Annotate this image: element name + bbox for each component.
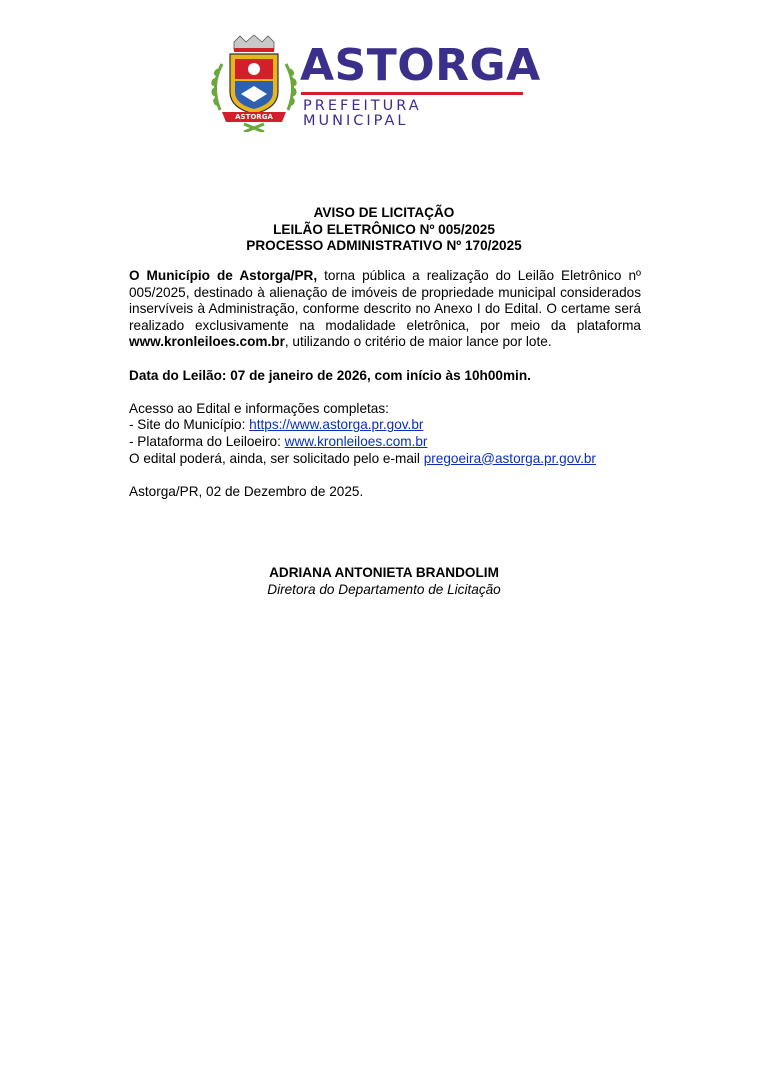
intro-text-1: torna pública a realização do Leilão Eletrônico nº 005/2025, destinado à alienação de imóveis de propriedade municipal considerados inservíveis à Administração, conforme descrito no Anexo I do Edital. O certame será realizado exclusivamente na modalidade eletrônica, por meio da plataforma (129, 268, 641, 333)
signature-block (0, 565, 768, 598)
auctioneer-platform-link[interactable]: www.kronleiloes.com.br (284, 433, 428, 449)
platform-line (129, 434, 641, 451)
email-link[interactable]: pregoeira@astorga.pr.gov.br (423, 450, 596, 466)
notice-title: AVISO DE LICITAÇÃO (313, 205, 455, 220)
email-line (129, 451, 641, 468)
site-label: - Site do Município: (129, 417, 250, 433)
brand-name: ASTORGA (300, 40, 541, 91)
place-date: Astorga/PR, 02 de Dezembro de 2025. (129, 483, 364, 499)
intro-municipality: O Município de Astorga/PR, (129, 268, 318, 283)
signatory-name: ADRIANA ANTONIETA BRANDOLIM (269, 565, 499, 580)
letterhead (208, 34, 541, 134)
notice-body (129, 268, 641, 500)
crest-ribbon-label: ASTORGA (235, 113, 273, 121)
platform-label: - Plataforma do Leiloeiro: (129, 433, 285, 449)
municipality-site-link[interactable]: https://www.astorga.pr.gov.br (249, 417, 424, 433)
process-number: PROCESSO ADMINISTRATIVO Nº 170/2025 (246, 238, 522, 253)
intro-platform: www.kronleiloes.com.br (129, 334, 285, 350)
intro-text-2: , utilizando o critério de maior lance por lote. (284, 334, 552, 350)
brand-divider (301, 92, 523, 95)
auction-date: Data do Leilão: 07 de janeiro de 2026, com início às 10h00min. (129, 367, 531, 383)
signatory-role: Diretora do Departamento de Licitação (267, 581, 501, 597)
access-heading: Acesso ao Edital e informações completas: (129, 400, 389, 416)
email-label: O edital poderá, ainda, ser solicitado pelo e-mail (129, 450, 424, 466)
brand-subtitle: PREFEITURA MUNICIPAL (303, 98, 422, 129)
notice-title-block (0, 205, 768, 255)
auction-number: LEILÃO ELETRÔNICO Nº 005/2025 (273, 221, 495, 237)
site-line (129, 417, 641, 434)
intro-paragraph (129, 268, 641, 351)
